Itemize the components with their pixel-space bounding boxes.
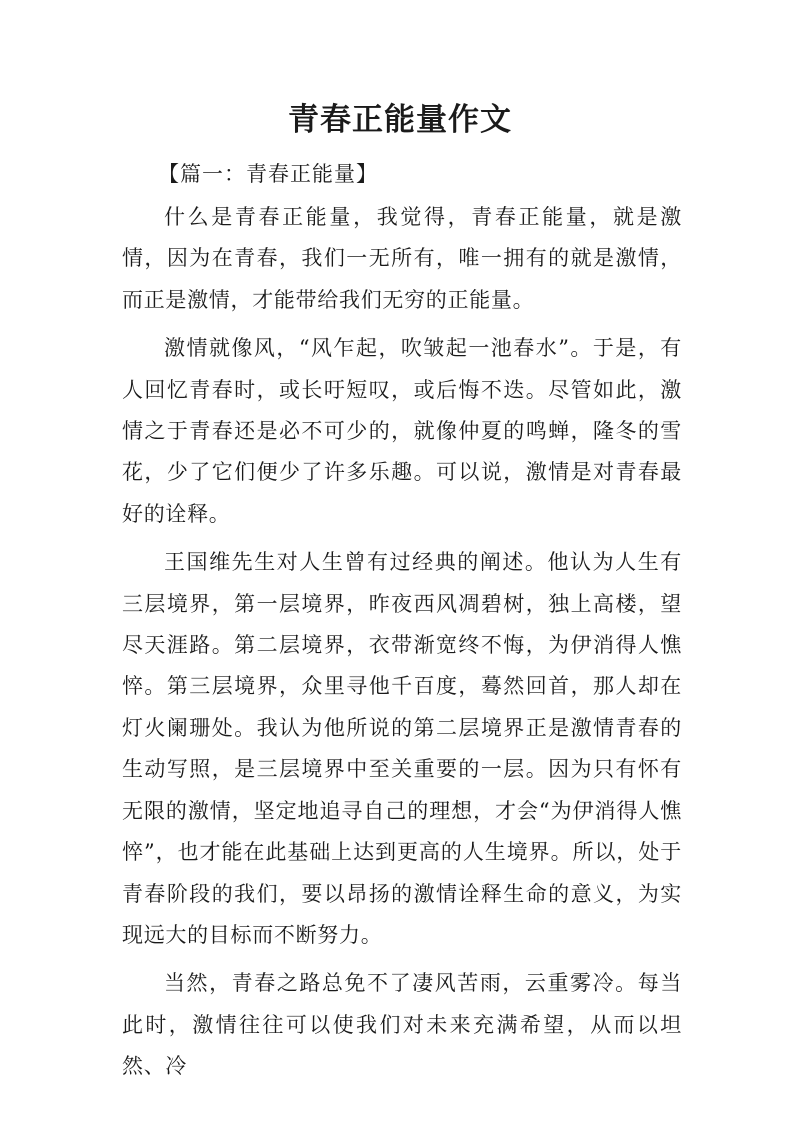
paragraph-1: 什么是青春正能量，我觉得，青春正能量，就是激情，因为在青春，我们一无所有，唯一拥有的就是激情，而正是激情，才能带给我们无穷的正能量。 bbox=[122, 205, 682, 312]
paragraph-2: 激情就像风，“风乍起，吹皱起一池春水”。于是，有人回忆青春时，或长吁短叹，或后悔不迭。尽管如此，激情之于青春还是必不可少的，就像仲夏的鸣蝉，隆冬的雪花，少了它们便少了许多乐趣。可以说，激情是对青春最好的诠释。 bbox=[122, 336, 682, 526]
paragraph-3: 王国维先生对人生曾有过经典的阐述。他认为人生有三层境界，第一层境界，昨夜西风凋碧树，独上高楼，望尽天涯路。第二层境界，衣带渐宽终不悔，为伊消得人憔悴。第三层境界，众里寻他千百度，蓦然回首，那人却在灯火阑珊处。我认为他所说的第二层境界正是激情青春的生动写照，是三层境界中至关重要的一层。因为只有怀有无限的激情，坚定地追寻自己的理想，才会“为伊消得人憔悴”，也才能在此基础上达到更高的人生境界。所以，处于青春阶段的我们，要以昂扬的激情诠释生命的意义，为实现远大的目标而不断努力。 bbox=[122, 550, 682, 947]
document-body bbox=[122, 197, 682, 1095]
paragraph-4: 当然，青春之路总免不了凄风苦雨，云重雾冷。每当此时，激情往往可以使我们对未来充满希望，从而以坦然、冷 bbox=[122, 971, 682, 1079]
document-title: 青春正能量作文 bbox=[288, 102, 512, 138]
section-heading: 【篇一：青春正能量】 bbox=[158, 162, 378, 186]
